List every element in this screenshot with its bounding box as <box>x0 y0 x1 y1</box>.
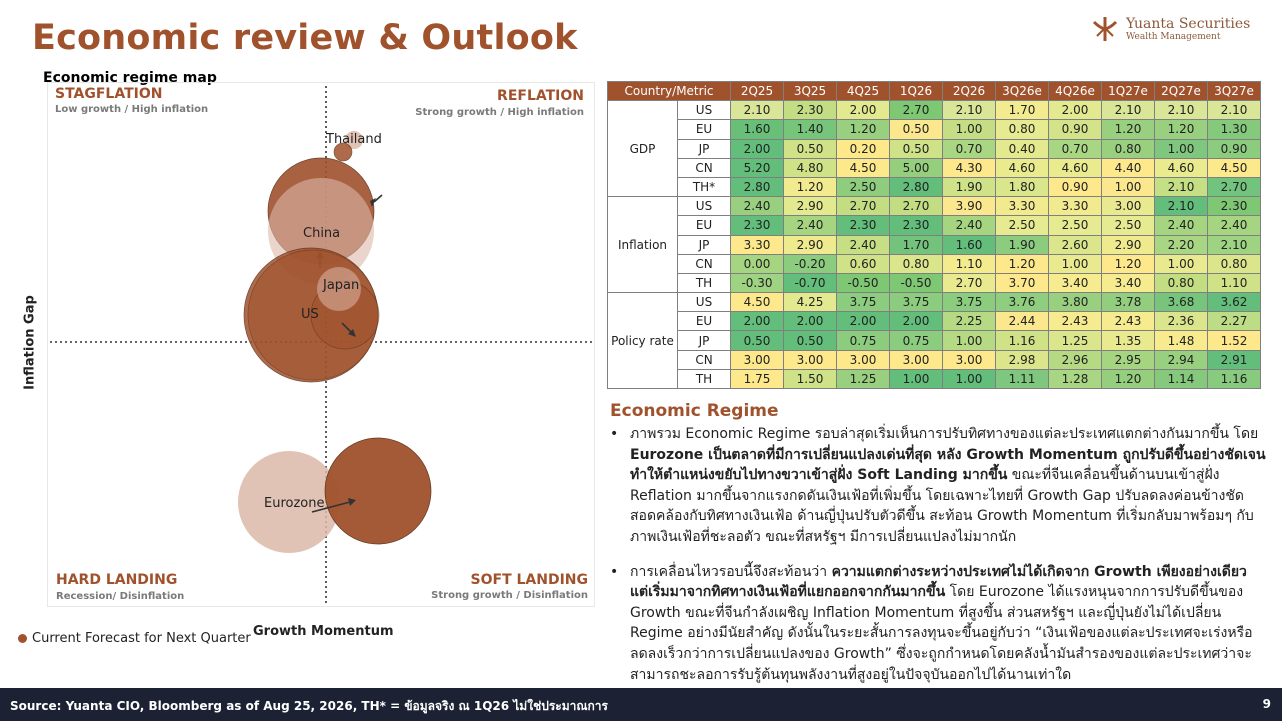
value-cell: 2.36 <box>1155 312 1208 331</box>
value-cell: 0.00 <box>731 254 784 273</box>
value-cell: 3.00 <box>943 350 996 369</box>
table-row <box>608 197 1261 216</box>
regime-bullet-1 <box>610 424 1266 548</box>
country-cell: TH <box>678 369 731 388</box>
yuanta-logo-icon <box>1090 14 1120 44</box>
value-cell: -0.20 <box>784 254 837 273</box>
value-cell: 2.00 <box>837 312 890 331</box>
metric-group-cell: Policy rate <box>608 293 678 389</box>
country-cell: TH* <box>678 177 731 196</box>
country-cell: JP <box>678 139 731 158</box>
value-cell: 1.52 <box>1208 331 1261 350</box>
value-cell: 1.20 <box>837 120 890 139</box>
value-cell: 1.16 <box>996 331 1049 350</box>
quadrant-hard-landing-title: HARD LANDING <box>56 572 178 588</box>
footer-bar <box>0 688 1282 721</box>
country-cell: CN <box>678 158 731 177</box>
quadrant-reflation-subtitle: Strong growth / High inflation <box>415 107 584 118</box>
value-cell: 1.16 <box>1208 369 1261 388</box>
value-cell: 1.20 <box>784 177 837 196</box>
value-cell: 2.00 <box>731 312 784 331</box>
bullet-2-text-a: การเคลื่อนไหวรอบนี้จึงสะท้อนว่า <box>630 563 832 580</box>
economic-regime-title: Economic Regime <box>610 401 779 421</box>
company-logo <box>1090 14 1270 48</box>
value-cell: 1.00 <box>943 120 996 139</box>
country-cell: EU <box>678 120 731 139</box>
table-row <box>608 177 1261 196</box>
value-cell: 3.30 <box>731 235 784 254</box>
value-cell: 0.50 <box>731 331 784 350</box>
value-cell: 1.00 <box>1049 254 1102 273</box>
value-cell: 1.00 <box>943 369 996 388</box>
header-cell: 4Q26e <box>1049 82 1102 101</box>
value-cell: 0.80 <box>1208 254 1261 273</box>
legend <box>18 631 251 646</box>
value-cell: 4.30 <box>943 158 996 177</box>
table-row <box>608 139 1261 158</box>
country-cell: CN <box>678 254 731 273</box>
value-cell: 0.90 <box>1208 139 1261 158</box>
value-cell: 1.20 <box>996 254 1049 273</box>
value-cell: 0.60 <box>837 254 890 273</box>
value-cell: 0.80 <box>996 120 1049 139</box>
value-cell: 2.40 <box>943 216 996 235</box>
header-cell: 2Q25 <box>731 82 784 101</box>
page-number: 9 <box>1262 697 1271 711</box>
value-cell: 1.00 <box>1155 254 1208 273</box>
value-cell: 1.20 <box>1102 120 1155 139</box>
value-cell: 2.10 <box>1155 197 1208 216</box>
value-cell: 1.90 <box>943 177 996 196</box>
value-cell: 0.20 <box>837 139 890 158</box>
value-cell: 4.40 <box>1102 158 1155 177</box>
country-cell: JP <box>678 235 731 254</box>
value-cell: 0.70 <box>1049 139 1102 158</box>
value-cell: 2.40 <box>731 197 784 216</box>
value-cell: 1.25 <box>837 369 890 388</box>
value-cell: 2.70 <box>890 101 943 120</box>
value-cell: 4.60 <box>996 158 1049 177</box>
metrics-table <box>607 81 1261 389</box>
table-row <box>608 101 1261 120</box>
value-cell: 2.80 <box>890 177 943 196</box>
country-cell: JP <box>678 331 731 350</box>
value-cell: 2.50 <box>996 216 1049 235</box>
value-cell: 3.80 <box>1049 293 1102 312</box>
value-cell: -0.50 <box>890 273 943 292</box>
table-row <box>608 254 1261 273</box>
value-cell: 3.00 <box>784 350 837 369</box>
value-cell: 0.70 <box>943 139 996 158</box>
value-cell: 1.30 <box>1208 120 1261 139</box>
quadrant-soft-landing-subtitle: Strong growth / Disinflation <box>431 590 588 601</box>
value-cell: 1.20 <box>1155 120 1208 139</box>
value-cell: 1.28 <box>1049 369 1102 388</box>
value-cell: 3.00 <box>731 350 784 369</box>
value-cell: 1.48 <box>1155 331 1208 350</box>
legend-label: Current Forecast for Next Quarter <box>32 631 251 646</box>
value-cell: 4.80 <box>784 158 837 177</box>
legend-dot-icon <box>18 634 27 643</box>
value-cell: 2.96 <box>1049 350 1102 369</box>
bullet-1-text-b: ขณะที่จีนเคลื่อนขึ้นด้านบนเข้าสู่ฝั่ง Reflation มากขึ้นจากแรงกดดันเงินเฟ้อที่เพิ่มขึ้น โดยเฉพาะไทยที่ Growth Gap ปรับลดลงค่อนข้างชัด สอดคล้องกับทิศทางเงินเฟ้อ ด้านญี่ปุ่นปรับตัวดีขึ้น สะท้อน Growth Momentum ที่เริ่มกลับมาพร้อมๆ กับภาพเงินเฟ้อที่ชะลอตัว ขณะที่สหรัฐฯ มีการเปลี่ยนแปลงไม่มากนัก <box>630 467 1254 545</box>
value-cell: 1.60 <box>731 120 784 139</box>
value-cell: 1.20 <box>1102 369 1155 388</box>
table-row <box>608 350 1261 369</box>
value-cell: 1.80 <box>996 177 1049 196</box>
metric-group-cell: Inflation <box>608 197 678 293</box>
value-cell: 2.25 <box>943 312 996 331</box>
us-label: US <box>301 307 319 322</box>
value-cell: 5.00 <box>890 158 943 177</box>
value-cell: 2.30 <box>890 216 943 235</box>
eurozone-current-bubble <box>325 438 431 544</box>
value-cell: 2.10 <box>1155 101 1208 120</box>
value-cell: 2.00 <box>784 312 837 331</box>
table-row <box>608 235 1261 254</box>
value-cell: 2.00 <box>890 312 943 331</box>
value-cell: -0.50 <box>837 273 890 292</box>
value-cell: 2.50 <box>1049 216 1102 235</box>
value-cell: 4.50 <box>837 158 890 177</box>
value-cell: 2.10 <box>731 101 784 120</box>
value-cell: 3.00 <box>890 350 943 369</box>
value-cell: 1.00 <box>943 331 996 350</box>
country-cell: EU <box>678 216 731 235</box>
value-cell: -0.70 <box>784 273 837 292</box>
country-cell: CN <box>678 350 731 369</box>
value-cell: 1.00 <box>890 369 943 388</box>
value-cell: 2.43 <box>1049 312 1102 331</box>
value-cell: 2.40 <box>837 235 890 254</box>
country-cell: US <box>678 293 731 312</box>
value-cell: 2.10 <box>1208 101 1261 120</box>
header-cell: 2Q26 <box>943 82 996 101</box>
value-cell: 5.20 <box>731 158 784 177</box>
value-cell: 2.98 <box>996 350 1049 369</box>
header-cell: 3Q26e <box>996 82 1049 101</box>
header-cell: 1Q26 <box>890 82 943 101</box>
header-cell: 3Q25 <box>784 82 837 101</box>
value-cell: 1.20 <box>1102 254 1155 273</box>
table-row <box>608 293 1261 312</box>
value-cell: 2.40 <box>784 216 837 235</box>
value-cell: 2.70 <box>1208 177 1261 196</box>
china-label: China <box>303 226 341 241</box>
value-cell: 0.80 <box>1155 273 1208 292</box>
table-row <box>608 273 1261 292</box>
value-cell: 1.75 <box>731 369 784 388</box>
value-cell: 1.70 <box>996 101 1049 120</box>
value-cell: 3.70 <box>996 273 1049 292</box>
value-cell: 1.10 <box>943 254 996 273</box>
value-cell: 4.25 <box>784 293 837 312</box>
value-cell: 2.70 <box>890 197 943 216</box>
value-cell: 0.40 <box>996 139 1049 158</box>
value-cell: 3.00 <box>1102 197 1155 216</box>
value-cell: 2.50 <box>1102 216 1155 235</box>
value-cell: 1.11 <box>996 369 1049 388</box>
quadrant-soft-landing-title: SOFT LANDING <box>470 572 588 588</box>
value-cell: 2.00 <box>731 139 784 158</box>
value-cell: 2.70 <box>943 273 996 292</box>
value-cell: 1.60 <box>943 235 996 254</box>
value-cell: 1.50 <box>784 369 837 388</box>
bullet-1-text-a: ภาพรวม Economic Regime รอบล่าสุดเริ่มเห็นการปรับทิศทางของแต่ละประเทศแตกต่างกันมากขึ้น โดย <box>630 426 1259 442</box>
value-cell: 2.40 <box>1155 216 1208 235</box>
value-cell: 3.62 <box>1208 293 1261 312</box>
country-cell: TH <box>678 273 731 292</box>
value-cell: 1.10 <box>1208 273 1261 292</box>
value-cell: 2.90 <box>784 197 837 216</box>
quadrant-stagflation-subtitle: Low growth / High inflation <box>55 104 209 115</box>
value-cell: 2.10 <box>1102 101 1155 120</box>
value-cell: 2.80 <box>731 177 784 196</box>
value-cell: 2.00 <box>837 101 890 120</box>
value-cell: 4.50 <box>1208 158 1261 177</box>
value-cell: 2.70 <box>837 197 890 216</box>
page-title: Economic review & Outlook <box>32 18 578 58</box>
value-cell: 2.20 <box>1155 235 1208 254</box>
value-cell: 2.30 <box>784 101 837 120</box>
value-cell: 0.75 <box>837 331 890 350</box>
table-row <box>608 216 1261 235</box>
value-cell: 3.40 <box>1102 273 1155 292</box>
value-cell: 2.30 <box>1208 197 1261 216</box>
logo-name: Yuanta Securities <box>1126 16 1251 32</box>
quadrant-reflation-title: REFLATION <box>497 88 584 104</box>
thailand-label: Thailand <box>326 132 382 147</box>
value-cell: 2.44 <box>996 312 1049 331</box>
value-cell: 0.50 <box>784 139 837 158</box>
value-cell: 2.43 <box>1102 312 1155 331</box>
value-cell: 2.10 <box>943 101 996 120</box>
japan-label: Japan <box>323 278 360 293</box>
value-cell: 1.35 <box>1102 331 1155 350</box>
value-cell: 1.40 <box>784 120 837 139</box>
value-cell: 1.25 <box>1049 331 1102 350</box>
value-cell: 2.10 <box>1208 235 1261 254</box>
table-header-row <box>608 82 1261 101</box>
value-cell: 0.80 <box>890 254 943 273</box>
value-cell: 2.50 <box>837 177 890 196</box>
economic-regime-body <box>610 424 1266 685</box>
source-note: Source: Yuanta CIO, Bloomberg as of Aug 25, 2026, TH* = ข้อมูลจริง ณ 1Q26 ไม่ใช่ประมาณการ <box>10 699 608 713</box>
header-cell: Country/Metric <box>608 82 731 101</box>
x-axis-label: Growth Momentum <box>253 624 394 639</box>
table-row <box>608 158 1261 177</box>
value-cell: 1.00 <box>1102 177 1155 196</box>
regime-map-title: Economic regime map <box>43 70 217 86</box>
value-cell: 1.90 <box>996 235 1049 254</box>
value-cell: 2.00 <box>1049 101 1102 120</box>
table-row <box>608 120 1261 139</box>
value-cell: 2.90 <box>1102 235 1155 254</box>
value-cell: 1.14 <box>1155 369 1208 388</box>
value-cell: 3.00 <box>837 350 890 369</box>
value-cell: 3.75 <box>837 293 890 312</box>
value-cell: 3.68 <box>1155 293 1208 312</box>
value-cell: -0.30 <box>731 273 784 292</box>
country-cell: US <box>678 197 731 216</box>
value-cell: 3.75 <box>943 293 996 312</box>
value-cell: 2.27 <box>1208 312 1261 331</box>
value-cell: 2.91 <box>1208 350 1261 369</box>
header-cell: 2Q27e <box>1155 82 1208 101</box>
value-cell: 2.90 <box>784 235 837 254</box>
value-cell: 0.90 <box>1049 120 1102 139</box>
value-cell: 2.10 <box>1155 177 1208 196</box>
country-cell: US <box>678 101 731 120</box>
bullet-2-text-b: โดย Eurozone ได้แรงหนุนจากการปรับดีขึ้นของ Growth ขณะที่จีนกำลังเผชิญ Inflation Momentum ที่สูงขึ้น ส่วนสหรัฐฯ และญี่ปุ่นยังไม่ได้เปลี่ยน Regime อย่างมีนัยสำคัญ ดังนั้นในระยะสั้นการลงทุนจะขึ้นอยู่กับว่า “เงินเฟ้อของแต่ละประเทศจะเร่งหรือลดลงเร็วกว่าการเปลี่ยนแปลงของ Growth” ซึ่งจะถูกกำหนดโดยคลังน้ำมันสำรองของแต่ละประเทศว่าจะสามารถชะลอการรับรู้ต้นทุนพลังงานที่สูงอยู่ในปัจจุบันออกไปได้นานเท่าใด <box>630 584 1253 683</box>
bullet-icon: • <box>610 426 619 442</box>
value-cell: 2.30 <box>837 216 890 235</box>
logo-subtitle: Wealth Management <box>1126 32 1221 42</box>
regime-bullet-2 <box>610 562 1266 686</box>
value-cell: 2.94 <box>1155 350 1208 369</box>
table-row <box>608 369 1261 388</box>
value-cell: 2.30 <box>731 216 784 235</box>
quadrant-stagflation-title: STAGFLATION <box>55 86 163 102</box>
value-cell: 3.75 <box>890 293 943 312</box>
value-cell: 2.60 <box>1049 235 1102 254</box>
value-cell: 0.50 <box>784 331 837 350</box>
value-cell: 3.76 <box>996 293 1049 312</box>
value-cell: 3.40 <box>1049 273 1102 292</box>
bullet-1-bold: Eurozone เป็นตลาดที่มีการเปลี่ยนแปลงเด่นที่สุด หลัง Growth Momentum ถูกปรับดีขึ้นอย่างชัดเจน ทำให้ตำแหน่งขยับไปทางขวาเข้าสู่ฝั่ง Soft Landing มากขึ้น <box>630 446 1266 484</box>
value-cell: 4.50 <box>731 293 784 312</box>
value-cell: 2.95 <box>1102 350 1155 369</box>
header-cell: 1Q27e <box>1102 82 1155 101</box>
value-cell: 3.30 <box>1049 197 1102 216</box>
table-row <box>608 312 1261 331</box>
value-cell: 4.60 <box>1049 158 1102 177</box>
value-cell: 1.70 <box>890 235 943 254</box>
value-cell: 4.60 <box>1155 158 1208 177</box>
bullet-icon: • <box>610 563 619 580</box>
table-row <box>608 331 1261 350</box>
value-cell: 2.40 <box>1208 216 1261 235</box>
value-cell: 3.78 <box>1102 293 1155 312</box>
value-cell: 3.90 <box>943 197 996 216</box>
value-cell: 1.00 <box>1155 139 1208 158</box>
value-cell: 0.50 <box>890 139 943 158</box>
value-cell: 0.80 <box>1102 139 1155 158</box>
value-cell: 3.30 <box>996 197 1049 216</box>
country-cell: EU <box>678 312 731 331</box>
value-cell: 0.75 <box>890 331 943 350</box>
bullet-2-bold: ความแตกต่างระหว่างประเทศไม่ได้เกิดจาก Growth เพียงอย่างเดียว แต่เริ่มมาจากทิศทางเงินเฟ้อที่แยกออกจากกันมากขึ้น <box>630 563 1247 601</box>
value-cell: 0.90 <box>1049 177 1102 196</box>
eurozone-label: Eurozone <box>264 496 325 511</box>
header-cell: 4Q25 <box>837 82 890 101</box>
quadrant-hard-landing-subtitle: Recession/ Disinflation <box>56 591 185 602</box>
header-cell: 3Q27e <box>1208 82 1261 101</box>
metric-group-cell: GDP <box>608 101 678 197</box>
value-cell: 0.50 <box>890 120 943 139</box>
y-axis-label: Inflation Gap <box>22 295 38 390</box>
